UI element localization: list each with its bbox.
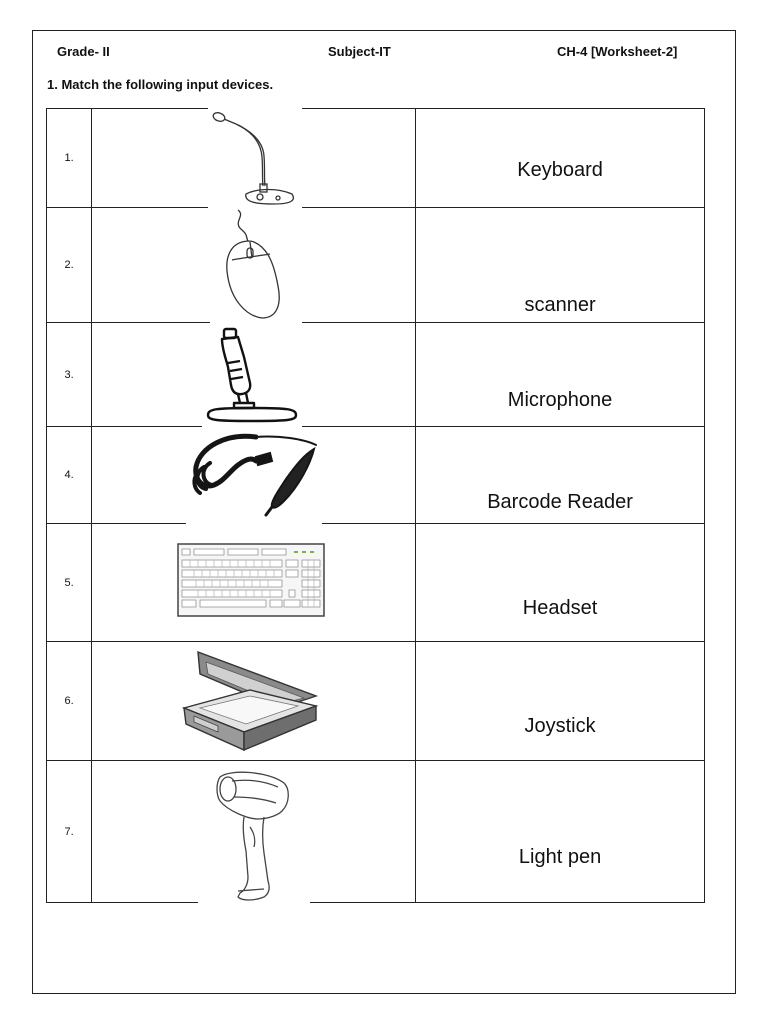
table-row	[47, 524, 705, 642]
device-word: Light pen	[518, 846, 602, 868]
device-image-cell	[92, 524, 416, 642]
row-number: 3.	[47, 323, 92, 427]
keyboard-icon	[176, 542, 326, 618]
scanner-icon	[180, 646, 324, 758]
word-cell	[416, 323, 705, 427]
table-row	[47, 208, 705, 323]
device-image-cell	[92, 761, 416, 903]
barcode-reader-icon	[198, 767, 310, 903]
word-cell	[416, 524, 705, 642]
table-row	[47, 109, 705, 208]
row-number: 4.	[47, 427, 92, 524]
device-image-cell	[92, 109, 416, 208]
device-word: Headset	[522, 597, 598, 619]
device-word: Barcode Reader	[487, 491, 633, 513]
joystick-icon	[202, 323, 302, 427]
light-pen-icon	[186, 427, 322, 524]
row-number: 2.	[47, 208, 92, 323]
question-instruction: 1. Match the following input devices.	[47, 77, 274, 92]
subject-label: Subject-IT	[328, 44, 391, 59]
row-number: 5.	[47, 524, 92, 642]
microphone-icon	[208, 108, 302, 208]
row-number: 1.	[47, 109, 92, 208]
table-row	[47, 761, 705, 903]
chapter-label: CH-4 [Worksheet-2]	[557, 44, 678, 59]
word-cell	[416, 761, 705, 903]
device-image-cell	[92, 208, 416, 323]
mouse-icon	[210, 208, 302, 323]
table-row	[47, 323, 705, 427]
device-word: Joystick	[524, 715, 596, 737]
row-number: 7.	[47, 761, 92, 903]
word-cell	[416, 642, 705, 761]
row-number: 6.	[47, 642, 92, 761]
word-cell	[416, 208, 705, 323]
device-image-cell	[92, 427, 416, 524]
table-row	[47, 642, 705, 761]
grade-label: Grade- II	[57, 44, 110, 59]
device-word: Keyboard	[517, 159, 603, 181]
device-word: Microphone	[507, 389, 613, 411]
match-table	[46, 108, 705, 903]
word-cell	[416, 427, 705, 524]
table-row	[47, 427, 705, 524]
device-image-cell	[92, 642, 416, 761]
word-cell	[416, 109, 705, 208]
device-word: scanner	[524, 294, 596, 316]
device-image-cell	[92, 323, 416, 427]
